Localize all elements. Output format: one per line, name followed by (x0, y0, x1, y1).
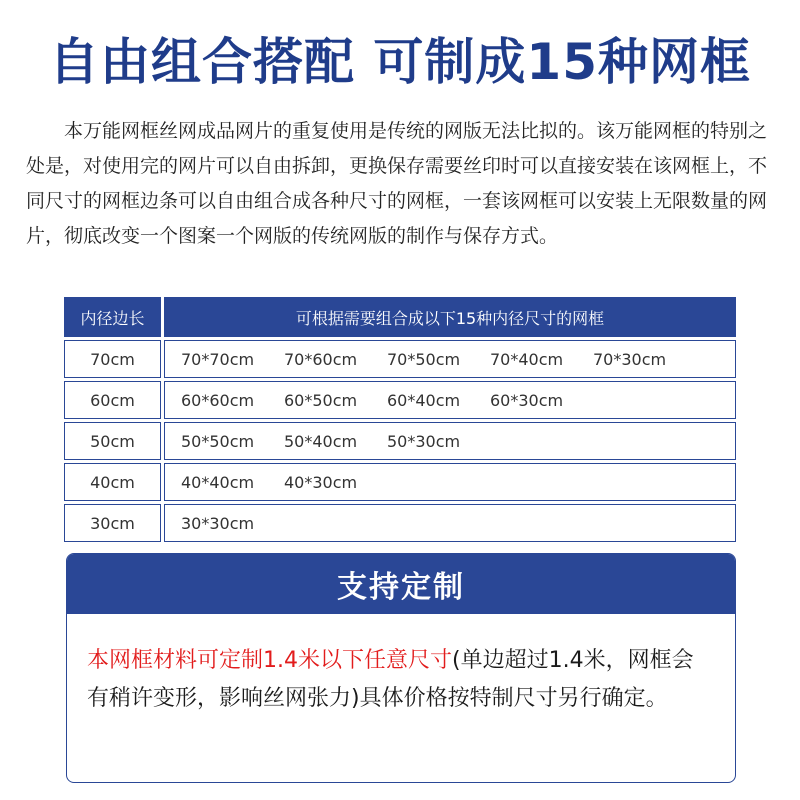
frame-size: 50*50cm (181, 431, 255, 451)
table-row (64, 381, 736, 419)
header-side-length: 内径边长 (64, 297, 161, 337)
page-title: 自由组合搭配 可制成15种网框 (49, 33, 751, 91)
custom-detail-text: (单边超过1.4米，网框会有稍许变形，影响丝网张力)具体价格按特制尺寸另行确定。 (87, 648, 694, 711)
frame-size: 30*30cm (181, 513, 255, 533)
table-header-row (64, 297, 736, 337)
frame-size: 40*30cm (284, 472, 358, 492)
table-body (64, 340, 736, 542)
sizes-cell (164, 340, 736, 378)
side-length-cell: 60cm (64, 381, 161, 419)
frame-size: 50*30cm (387, 431, 461, 451)
frame-size: 50*40cm (284, 431, 358, 451)
side-length-cell: 70cm (64, 340, 161, 378)
frame-size: 60*40cm (387, 390, 461, 410)
header-combinations: 可根据需要组合成以下15种内径尺寸的网框 (164, 297, 736, 337)
sizes-cell (164, 463, 736, 501)
frame-size: 70*50cm (387, 349, 461, 369)
custom-panel-title: 支持定制 (67, 554, 735, 614)
frame-size: 70*70cm (181, 349, 255, 369)
frame-size: 60*30cm (490, 390, 564, 410)
table-row (64, 463, 736, 501)
side-length-cell: 50cm (64, 422, 161, 460)
intro-paragraph: 本万能网框丝网成品网片的重复使用是传统的网版无法比拟的。该万能网框的特别之处是，对使用完的网片可以自由拆卸，更换保存需要丝印时可以直接安装在该网框上，不同尺寸的网框边条可以自由组合成各种尺寸的网框，一套该网框可以安装上无限数量的网片，彻底改变一个图案一个网版的传统网版的制作与保存方式。 (26, 120, 768, 247)
custom-highlight-text: 本网框材料可定制1.4米以下任意尺寸 (87, 648, 452, 673)
size-table (64, 297, 736, 545)
sizes-cell (164, 381, 736, 419)
table-row (64, 504, 736, 542)
side-length-cell: 30cm (64, 504, 161, 542)
frame-size: 70*60cm (284, 349, 358, 369)
frame-size: 40*40cm (181, 472, 255, 492)
custom-panel-body (67, 614, 735, 718)
side-length-cell: 40cm (64, 463, 161, 501)
frame-size: 70*30cm (593, 349, 667, 369)
table-row (64, 340, 736, 378)
sizes-cell (164, 504, 736, 542)
sizes-cell (164, 422, 736, 460)
frame-size: 60*50cm (284, 390, 358, 410)
frame-size: 70*40cm (490, 349, 564, 369)
custom-panel (66, 553, 736, 783)
table-row (64, 422, 736, 460)
frame-size: 60*60cm (181, 390, 255, 410)
